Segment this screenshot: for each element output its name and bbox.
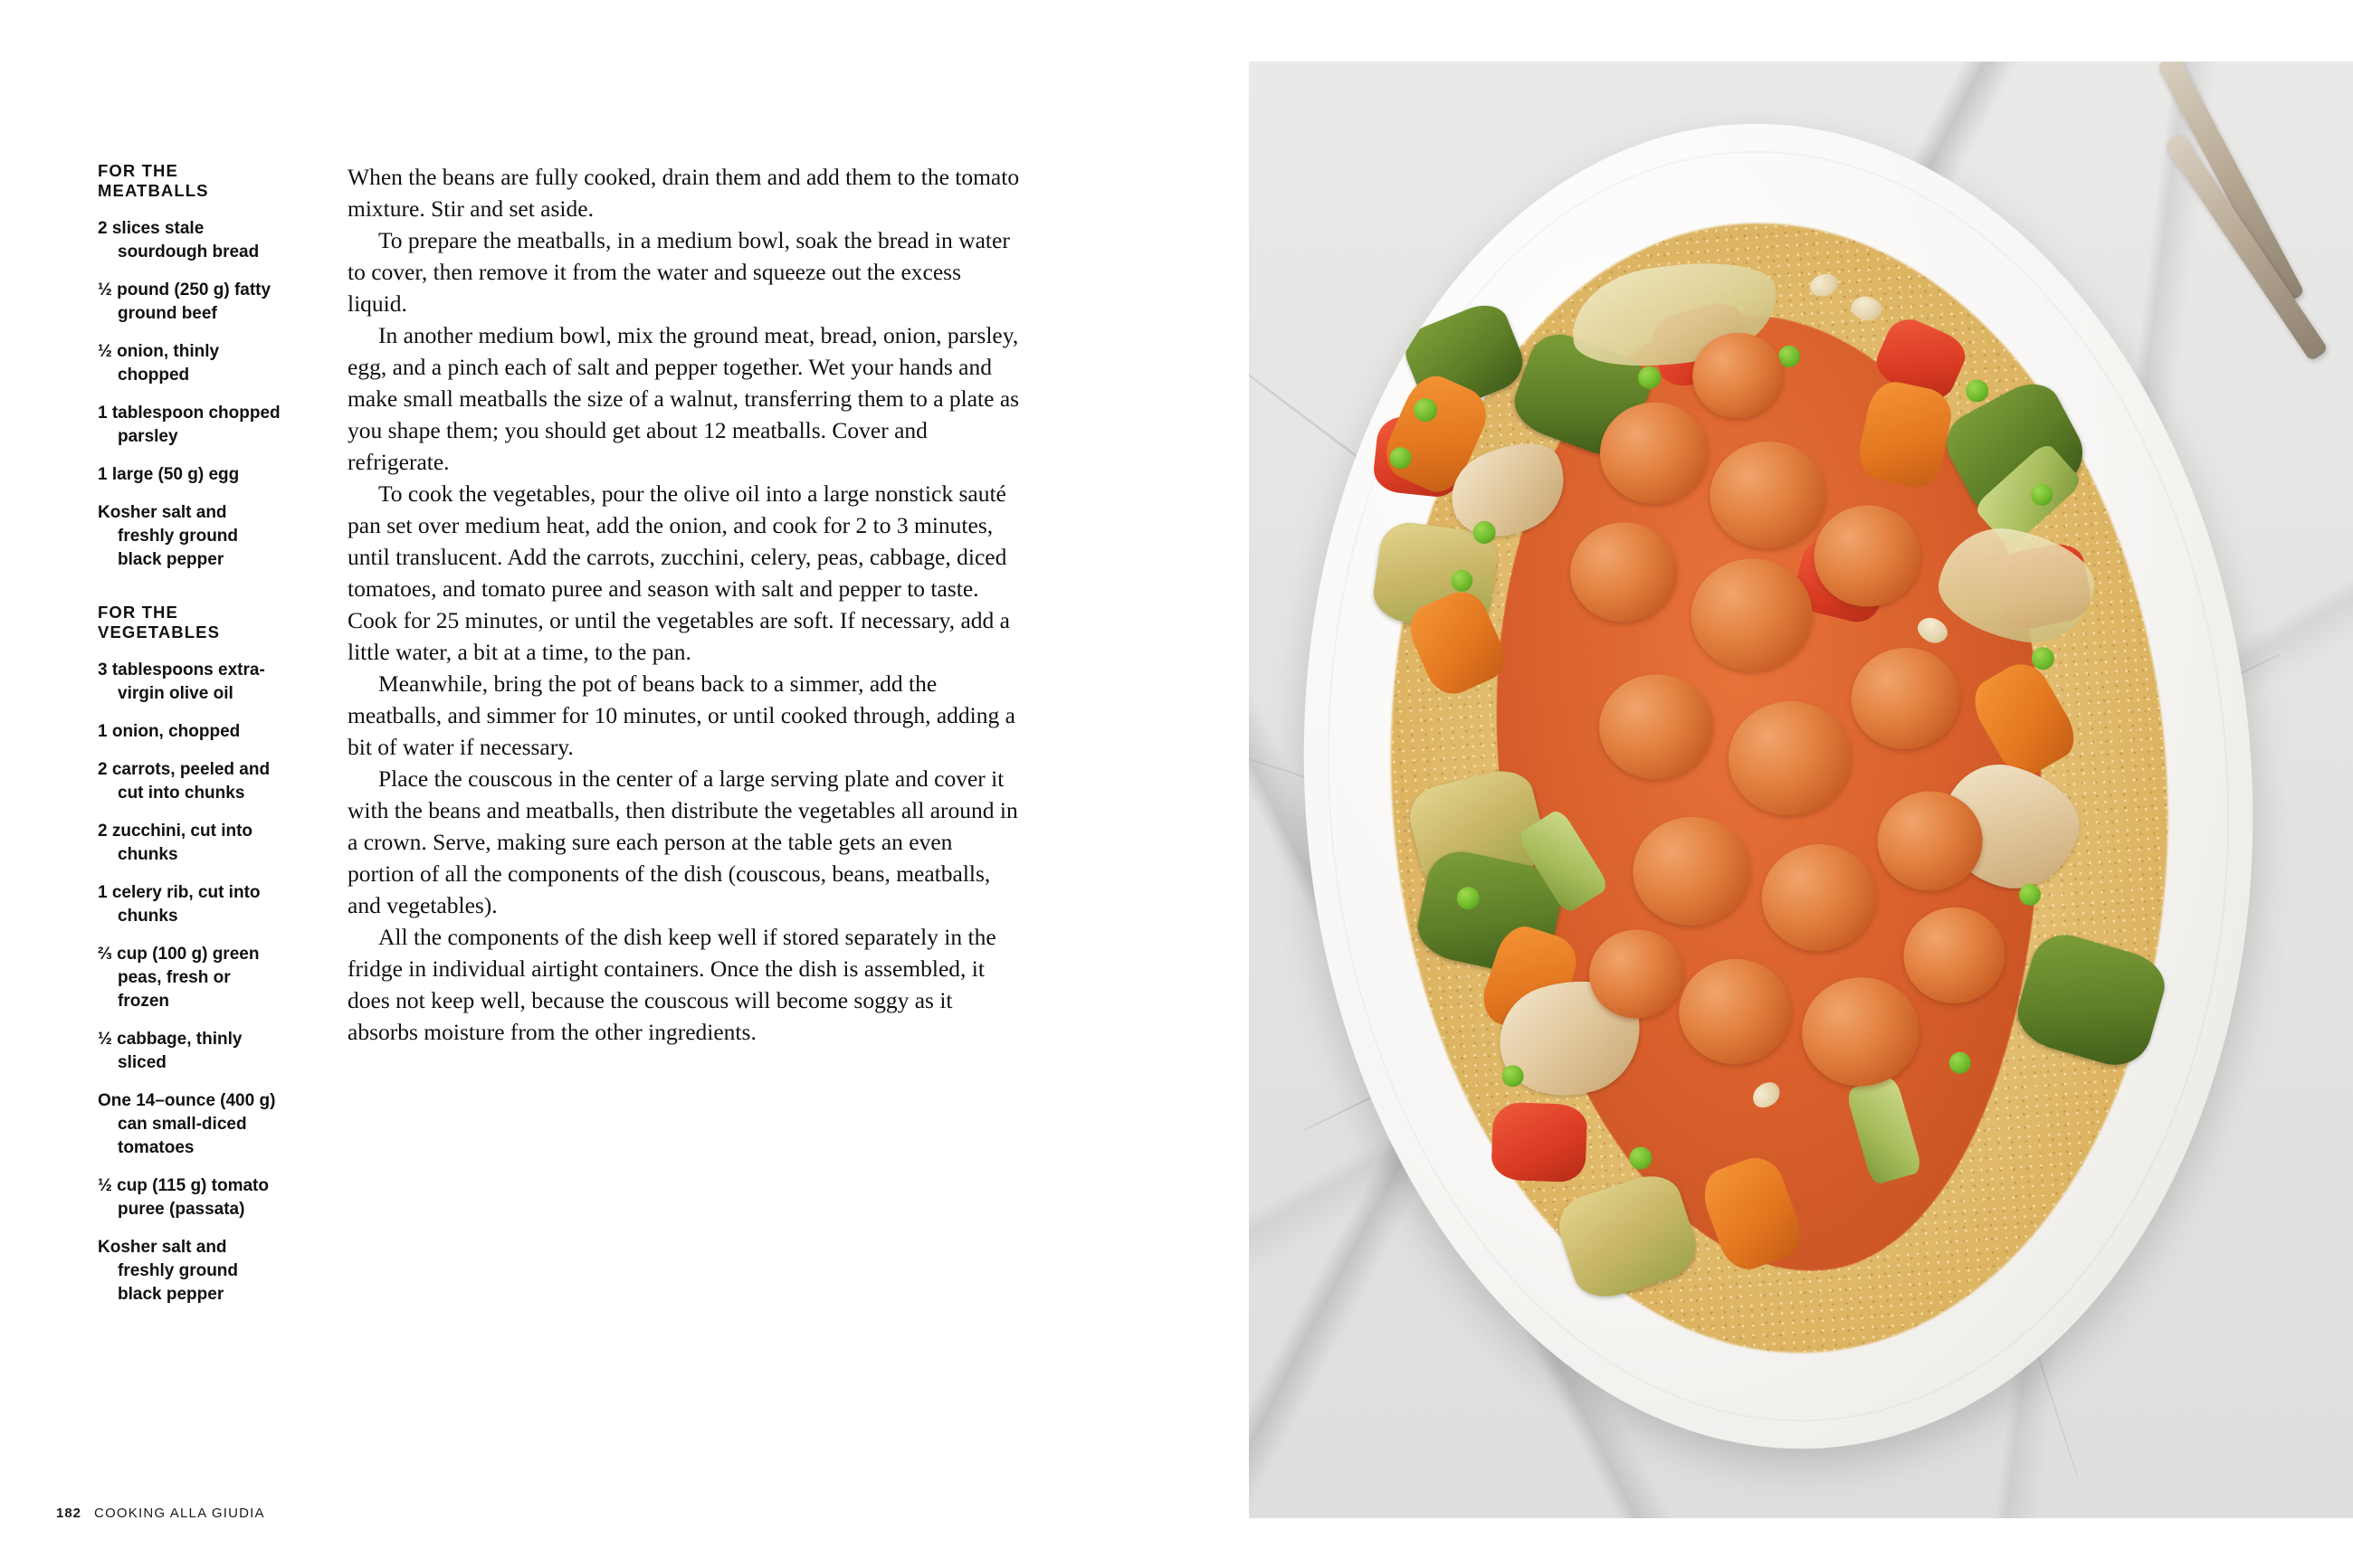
instruction-paragraph: Place the couscous in the center of a large serving plate and cover it with the beans and meatballs, then distribute the vegetables all around in a crown. Serve, making sure each person at the table gets an even portion of all the components of the dish (couscous, beans, meatballs, and vegetables). xyxy=(348,765,1018,918)
serving-spoon-icon xyxy=(2181,116,2353,586)
spoon-handle xyxy=(2164,132,2329,362)
ingredient-item: 2 zucchini, cut into chunks xyxy=(98,822,253,864)
serving-platter xyxy=(1260,91,2297,1480)
ingredient-item: One 14–ounce (400 g) can small-diced tomatoes xyxy=(98,1091,276,1157)
instructions-column xyxy=(308,161,1023,1321)
ingredient-item: ⅔ cup (100 g) green peas, fresh or frozen xyxy=(98,945,260,1011)
ingredient-item: Kosher salt and freshly ground black pepper xyxy=(98,503,239,569)
ingredient-item: 1 tablespoon chopped parsley xyxy=(98,404,281,446)
ingredients-column xyxy=(98,161,308,1321)
instruction-paragraph: All the components of the dish keep well if stored separately in the fridge in individual airtight containers. Once the dish is assembled, it does not keep well, because the couscous will become soggy as it absorbs moisture from the other ingredients. xyxy=(348,924,996,1045)
ingredient-item: 3 tablespoons extra-virgin olive oil xyxy=(98,660,265,703)
instruction-paragraph: In another medium bowl, mix the ground meat, bread, onion, parsley, egg, and a pinch each of salt and pepper together. Wet your hands and make small meatballs the size of a walnut, transferring them to a plate as you shape them; you should get about 12 meatballs. Cover and refrigerate. xyxy=(348,322,1020,475)
page-number: 182 xyxy=(56,1506,82,1521)
ingredient-item: ½ cup (115 g) tomato puree (passata) xyxy=(98,1176,269,1219)
instruction-paragraph: To cook the vegetables, pour the olive oil into a large nonstick sauté pan set over medium heat, add the onion, and cook for 2 to 3 minutes, until translucent. Add the carrots, zucchini, celery, peas, cabbage, diced tomatoes, and tomato puree and season with salt and pepper to taste. Cook for 25 minutes, or until the vegetables are soft. If necessary, add a little water, a bit at a time, to the pan. xyxy=(348,480,1010,665)
instruction-paragraph: To prepare the meatballs, in a medium bowl, soak the bread in water to cover, then remove it from the water and squeeze out the excess liquid. xyxy=(348,227,1010,317)
folio xyxy=(56,1506,265,1521)
text-columns xyxy=(98,161,1048,1321)
ingredient-item: ½ pound (250 g) fatty ground beef xyxy=(98,280,272,323)
ingredient-item: ½ cabbage, thinly sliced xyxy=(98,1030,243,1072)
photo-page xyxy=(1249,0,2353,1568)
tomato-piece xyxy=(1491,1102,1587,1183)
instruction-paragraph: Meanwhile, bring the pot of beans back to a simmer, add the meatballs, and simmer for 10 minutes, or until cooked through, adding a bit of water if necessary. xyxy=(348,670,1015,760)
dish-photograph xyxy=(1249,62,2353,1518)
running-head-title: COOKING ALLA GIUDIA xyxy=(94,1506,265,1521)
ingredient-item: 1 onion, chopped xyxy=(98,722,241,741)
ingredient-item: Kosher salt and freshly ground black pepper xyxy=(98,1238,239,1304)
ingredient-item: 2 slices stale sourdough bread xyxy=(98,219,260,261)
page-gutter xyxy=(1249,0,1250,1568)
ingredient-item: ½ onion, thinly chopped xyxy=(98,342,220,385)
ingredient-item: 1 celery rib, cut into chunks xyxy=(98,883,261,926)
ingredient-item: 1 large (50 g) egg xyxy=(98,465,240,484)
ingredients-heading-meatballs: FOR THE MEATBALLS xyxy=(98,161,209,200)
ingredients-heading-vegetables: FOR THE VEGETABLES xyxy=(98,603,221,641)
ingredient-item: 2 carrots, peeled and cut into chunks xyxy=(98,760,271,803)
instruction-paragraph: When the beans are fully cooked, drain them and add them to the tomato mixture. Stir and set aside. xyxy=(348,164,1020,222)
